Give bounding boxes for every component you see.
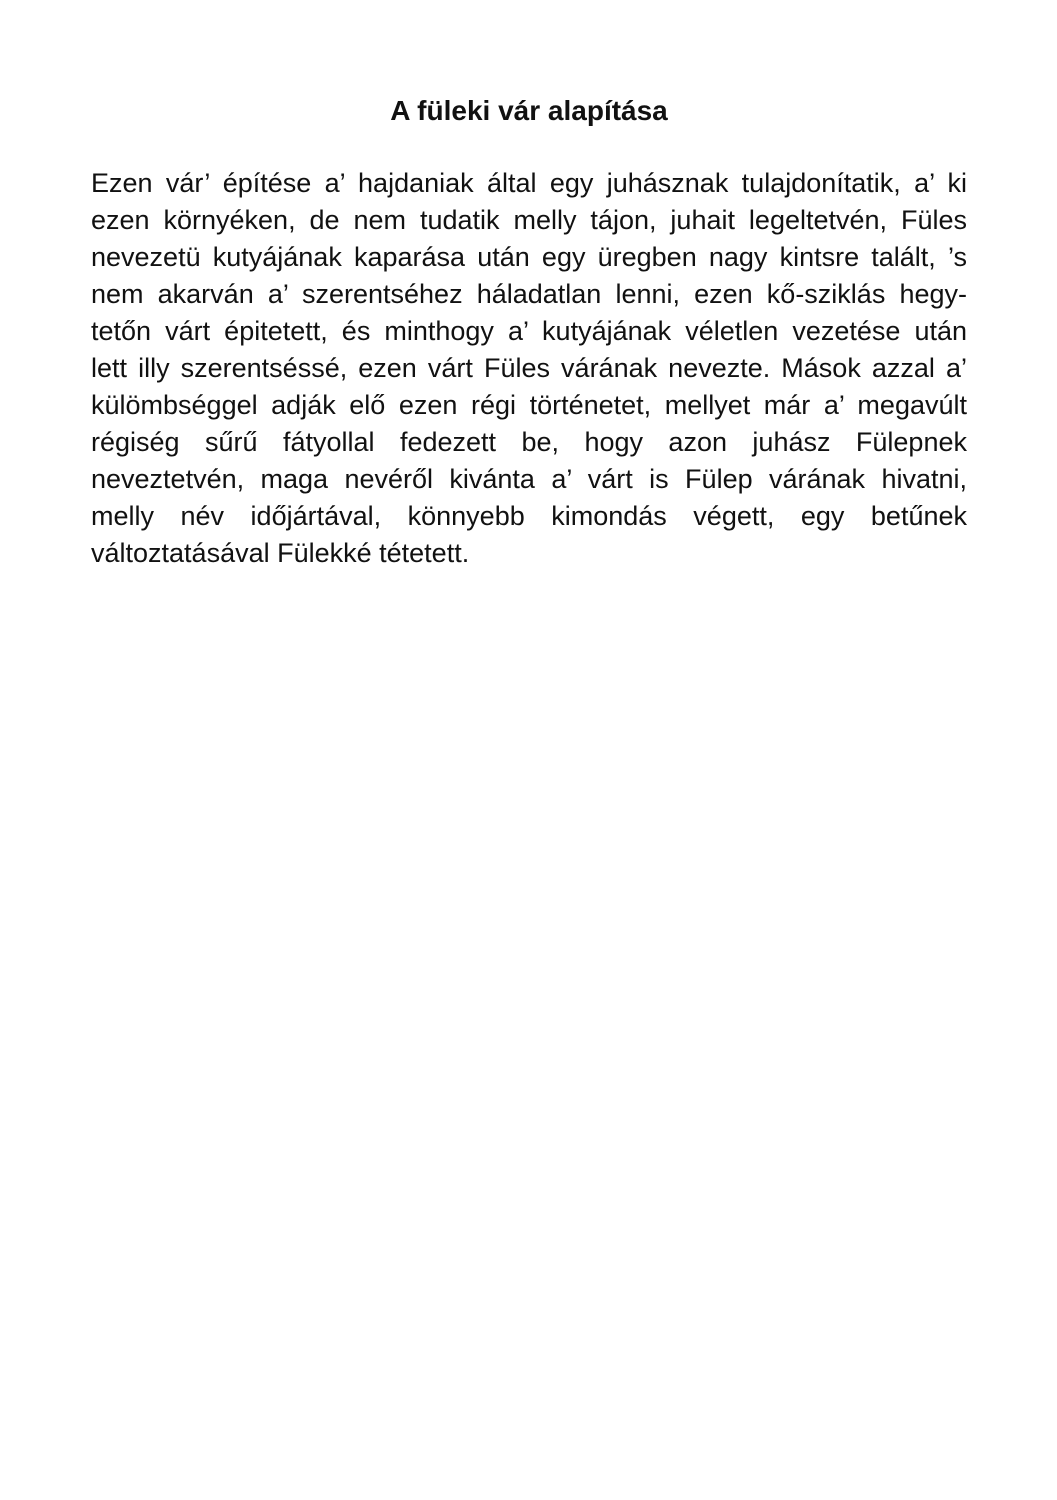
body-paragraph [91, 165, 967, 572]
page-title: A füleki vár alapítása [390, 95, 668, 126]
paragraph-line: lett illy szerentséssé, ezen várt Füles várának nevezte. Mások azzal a’ [91, 353, 967, 383]
paragraph-line: külömbséggel adják elő ezen régi történetet, mellyet már a’ megavúlt [91, 390, 967, 420]
paragraph-line: nevezetü kutyájának kaparása után egy üregben nagy kintsre talált, ’s [91, 242, 967, 272]
paragraph-line: neveztetvén, maga nevéről kivánta a’ várt is Fülep várának hivatni, [91, 464, 967, 494]
paragraph-line: melly név időjártával, könnyebb kimondás végett, egy betűnek [91, 501, 967, 531]
paragraph-line: tetőn várt épitetett, és minthogy a’ kutyájának véletlen vezetése után [91, 316, 967, 346]
paragraph-line: ezen környéken, de nem tudatik melly tájon, juhait legeltetvén, Füles [91, 205, 967, 235]
paragraph-line: változtatásával Fülekké tétetett. [91, 538, 470, 568]
paragraph-line: régiség sűrű fátyollal fedezett be, hogy azon juhász Fülepnek [91, 427, 967, 457]
paragraph-line: nem akarván a’ szerentséhez háladatlan lenni, ezen kő-sziklás hegy- [91, 279, 967, 309]
paragraph-line: Ezen vár’ építése a’ hajdaniak által egy juhásznak tulajdonítatik, a’ ki [91, 168, 967, 198]
